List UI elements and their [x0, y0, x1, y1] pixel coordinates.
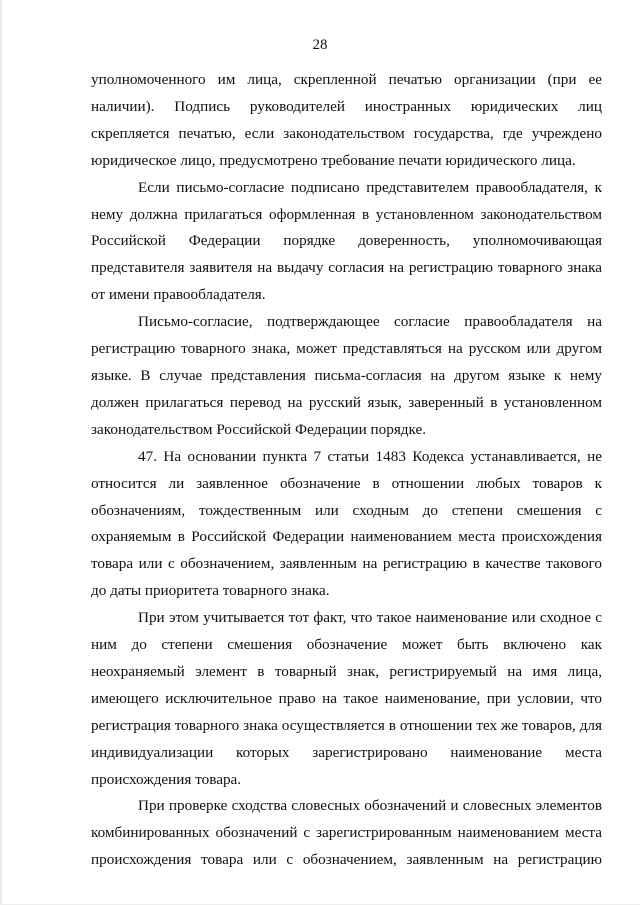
paragraph-power-of-attorney: Если письмо-согласие подписано представителем правообладателя, к нему должна прилагаться оформленная в установленном законодательством Российской Федерации порядке доверенность, уполномочивающая представителя заявителя на выдачу согласия на регистрацию товарного знака от имени правообладателя.	[91, 178, 602, 304]
paragraph-continuation: уполномоченного им лица, скрепленной печатью организации (при ее наличии). Подпись руководителей иностранных юридических лиц скрепляется печатью, если законодательством государства, где учреждено юридическое лицо, предусмотрено требование печати юридического лица.	[91, 71, 602, 169]
page-number: 28	[312, 37, 328, 53]
paragraph-consent-language: Письмо-согласие, подтверждающее согласие правообладателя на регистрацию товарного знака, может представляться на русском или другом языке. В случае представления письма-согласия на другом языке к нему должен прилагаться перевод на русский язык, заверенный в установленном законодательством Российской Федерации порядке.	[91, 313, 602, 438]
paragraph-unprotected-element: При этом учитывается тот факт, что такое наименование или сходное с ним до степени смешения обозначение может быть включено как неохраняемый элемент в товарный знак, регистрируемый на имя лица, имеющего исключительное право на такое наименование, при условии, что регистрация товарного знака осуществляется в отношении тех же товаров, для индивидуализации которых зарегистрировано наименование места происхождения товара.	[91, 609, 602, 788]
document-body	[91, 67, 602, 874]
paragraph-similarity-check: При проверке сходства словесных обозначений и словесных элементов комбинированных обозначений с зарегистрированным наименованием места происхождения товара или с обозначением, заявленным на регистрацию	[91, 797, 602, 869]
scan-edge	[0, 0, 2, 905]
paragraph-item-47: 47. На основании пункта 7 статьи 1483 Кодекса устанавливается, не относится ли заявленное обозначение в отношении любых товаров к обозначениям, тождественным или сходным до степени смешения с охраняемым в Российской Федерации наименованием места происхождения товара или с обозначением, заявленным на регистрацию в качестве такового до даты приоритета товарного знака.	[91, 447, 602, 600]
